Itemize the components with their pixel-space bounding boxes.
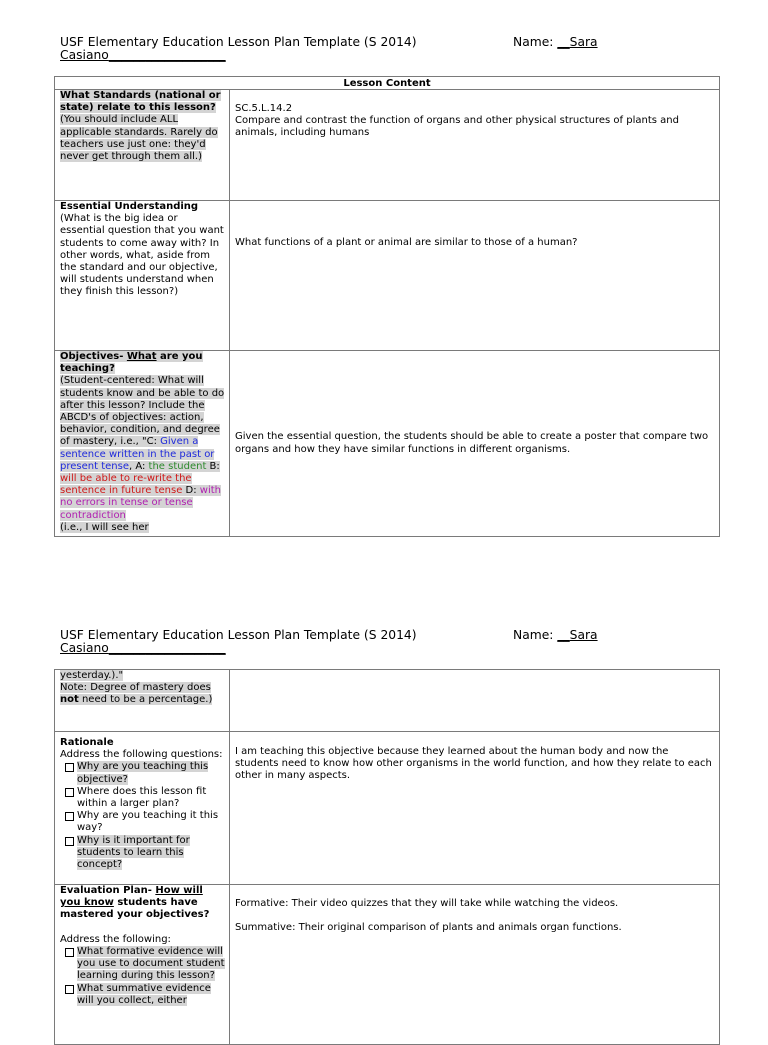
rationale-answer: I am teaching this objective because they learned about the human body and now the students need to know how other organisms in the world function, and how they relate to each other in many aspects.: [235, 746, 712, 782]
name-last-line: [60, 49, 417, 62]
name-field-2: [513, 629, 598, 642]
essential-label: Essential Understanding: [60, 201, 199, 212]
rationale-item: Why are you teaching it this way?: [60, 810, 225, 834]
rationale-item: Why are you teaching this objective?: [60, 761, 225, 785]
objectives-label-cell: [55, 351, 230, 537]
evaluation-checklist: [60, 946, 225, 1007]
objectives-label: Objectives- What are you teaching?: [60, 351, 203, 375]
name-last: Casiano: [60, 48, 109, 62]
rationale-answer-cell: [230, 732, 720, 885]
lesson-content-table: [54, 76, 720, 537]
standard-text: Compare and contrast the function of organs and other physical structures of plants and animals, including humans: [235, 115, 679, 139]
evaluation-label: Evaluation Plan- How will you know students have mastered your objectives?: [60, 885, 210, 921]
name-last-2: Casiano: [60, 641, 109, 655]
page-header: [60, 35, 598, 62]
standards-row: [55, 90, 720, 201]
rationale-label: Rationale: [60, 737, 114, 748]
rationale-intro: Address the following questions:: [60, 749, 223, 761]
standards-label: What Standards (national or state) relate to this lesson?: [60, 90, 221, 114]
name-blank: __: [557, 35, 570, 49]
rationale-checklist: [60, 761, 225, 871]
name-first: Sara: [569, 35, 598, 49]
objectives-cont-line: yesterday.).": [60, 670, 124, 681]
standards-note: (You should include ALL applicable standards. Rarely do teachers use just one: they'd never get through them all.): [60, 114, 218, 163]
rationale-row: [55, 732, 720, 885]
lesson-content-heading: Lesson Content: [55, 77, 720, 90]
objectives-answer: Given the essential question, the students should be able to create a poster that compare two organs and how they have similar functions in different organisms.: [235, 431, 709, 455]
name-first-2: Sara: [569, 628, 598, 642]
audience-example: the student: [148, 460, 207, 472]
standard-code: SC.5.L.14.2: [235, 103, 293, 114]
evaluation-intro: Address the following:: [60, 933, 171, 945]
objectives-note: (Student-centered: What will students know and be able to do after this lesson? Include the ABCD's of objectives: action, behavior, condition, and degree of mastery, i.e., "C: Given a sentence written in the past or present tense, A: the student B: will be able to re-write the sentence in future tense D: with no errors in tense or tense contradiction: [60, 375, 225, 521]
rationale-item: Why is it important for students to learn this concept?: [60, 835, 225, 872]
name-underline-2: ___________________: [108, 641, 226, 655]
essential-answer: What functions of a plant or animal are similar to those of a human?: [235, 237, 578, 248]
evaluation-row: [55, 885, 720, 1045]
objectives-cont-answer-cell: [230, 670, 720, 732]
objectives-answer-cell: [230, 351, 720, 537]
essential-label-cell: [55, 201, 230, 351]
degree-example: with no errors in tense or tense contradiction: [60, 485, 222, 521]
essential-answer-cell: [230, 201, 720, 351]
name-field: [513, 36, 598, 49]
rationale-item: Where does this lesson fit within a larger plan?: [60, 786, 225, 810]
essential-note: (What is the big idea or essential question that you want students to come away with? In other words, what, aside from the standard and our objective, will students understand when they finish this lesson?): [60, 213, 224, 298]
page-header-2: [60, 628, 598, 655]
rationale-label-cell: [55, 732, 230, 885]
essential-row: [55, 201, 720, 351]
condition-example: Given a sentence written in the past or present tense: [60, 436, 215, 472]
evaluation-item: What formative evidence will you use to document student learning during this lesson?: [60, 946, 225, 983]
name-underline: ___________________: [108, 48, 226, 62]
name-label: Name:: [513, 35, 554, 49]
evaluation-item: What summative evidence will you collect, either: [60, 983, 225, 1007]
standards-label-cell: [55, 90, 230, 201]
objectives-tail: (i.e., I will see her: [60, 521, 149, 533]
behavior-example: will be able to re-write the sentence in future tense: [60, 473, 192, 497]
standards-answer-cell: [230, 90, 720, 201]
name-blank-2: __: [557, 628, 570, 642]
template-title-2: USF Elementary Education Lesson Plan Template (S 2014): [60, 628, 417, 642]
evaluation-answer-cell: [230, 885, 720, 1045]
name-label-2: Name:: [513, 628, 554, 642]
objectives-cont-row: [55, 670, 720, 732]
template-title: USF Elementary Education Lesson Plan Template (S 2014): [60, 35, 417, 49]
summative-evidence: Summative: Their original comparison of plants and animals organ functions.: [235, 922, 622, 934]
evaluation-label-cell: [55, 885, 230, 1045]
lesson-content-table-continued: [54, 669, 720, 1045]
mastery-note: Note: Degree of mastery does not need to be a percentage.): [60, 682, 213, 706]
formative-evidence: Formative: Their video quizzes that they will take while watching the videos.: [235, 898, 619, 909]
name-last-line-2: [60, 642, 417, 655]
objectives-cont-cell: [55, 670, 230, 732]
objectives-row: [55, 351, 720, 537]
